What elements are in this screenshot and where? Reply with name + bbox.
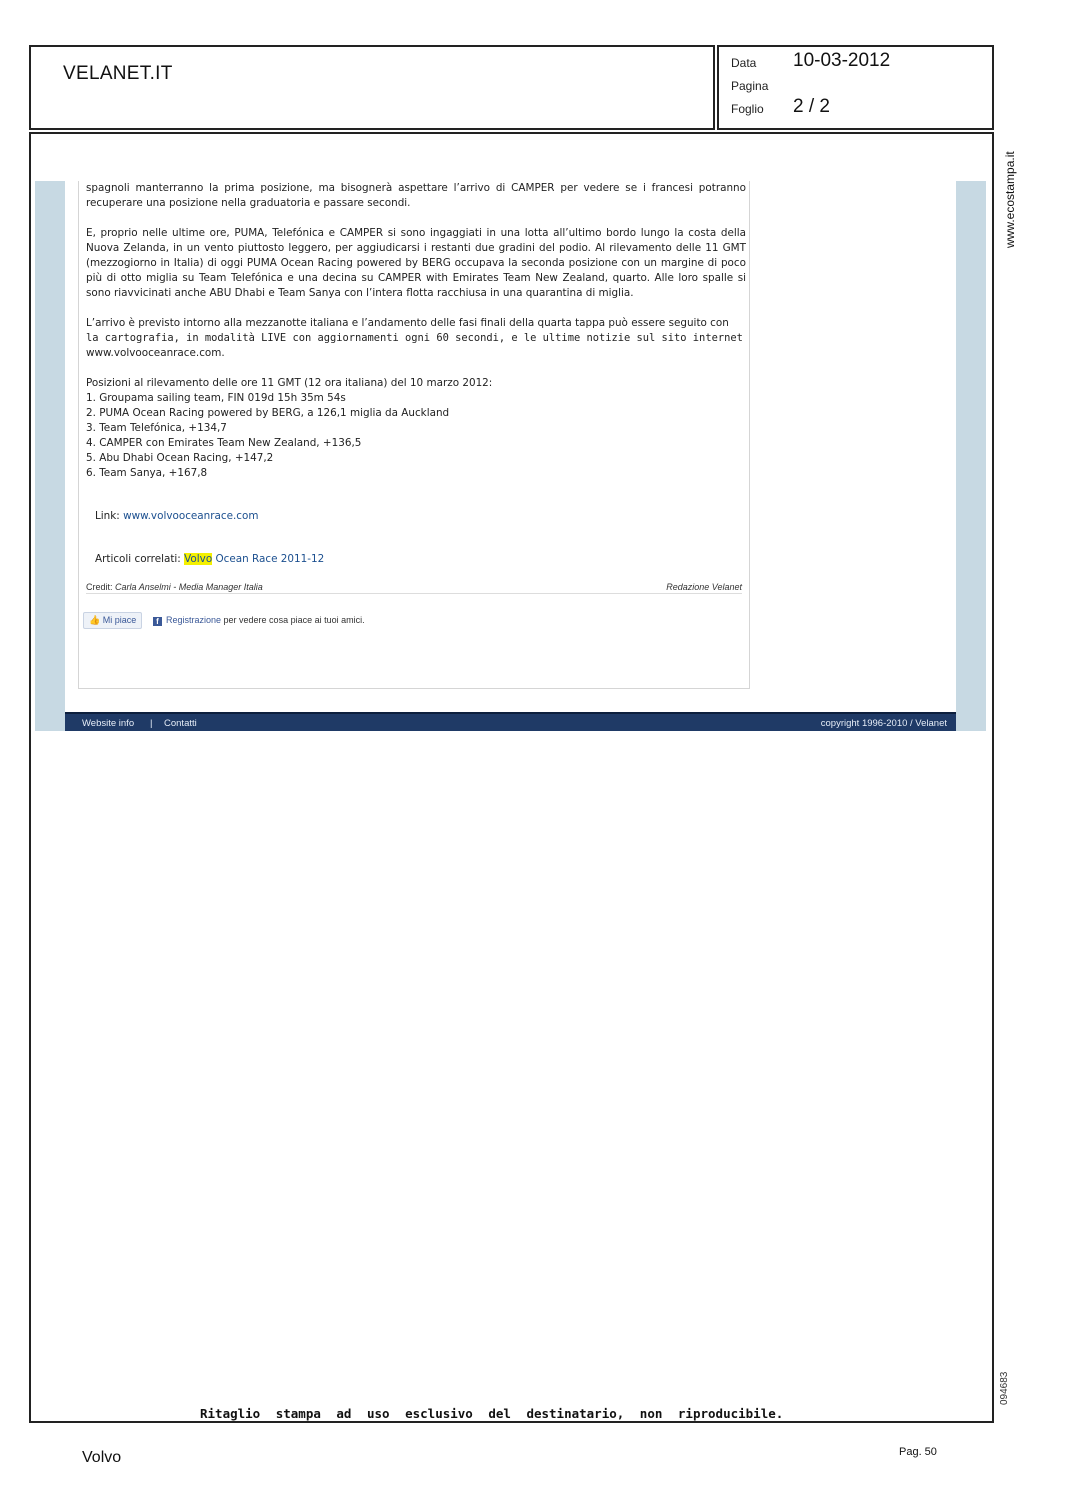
registration-text: per vedere cosa piace ai tuoi amici.: [221, 615, 365, 625]
article-paragraph: E, proprio nelle ultime ore, PUMA, Telefónica e CAMPER si sono ingaggiati in una lotta all’ultimo bordo lungo la costa della Nuova Zelanda, in un vento piuttosto leggero, per aggiudicarsi i restanti due gradini del podio. Al rilevamento delle 11 GMT (mezzogiorno in Italia) di oggi PUMA Ocean Racing powered by BERG occupava la seconda posizione con un margine di poco più di otto miglia su Team Telefónica e una decina su CAMPER with Emirates Team New Zealand, quarto. Alle loro spalle si sono riavvicinati anche ABU Dhabi e Team Sanya con l’intera flotta racchiusa in una quarantina di miglia.: [86, 227, 746, 299]
link-row: [95, 509, 746, 524]
list-item: 2. PUMA Ocean Racing powered by BERG, a 126,1 miglia da Auckland: [86, 407, 450, 419]
web-page-clip: [35, 181, 986, 731]
list-item: 3. Team Telefónica, +134,7: [86, 422, 227, 434]
publication-title: VELANET.IT: [63, 63, 173, 84]
registration-link[interactable]: Registrazione: [166, 615, 222, 625]
credit-line: [86, 582, 742, 594]
data-value: 10-03-2012: [793, 50, 891, 71]
article-paragraph: [86, 316, 746, 361]
bottom-keyword: Volvo: [82, 1449, 122, 1466]
volvo-ocean-race-link[interactable]: www.volvooceanrace.com: [123, 510, 259, 522]
document-code: 094683: [999, 1371, 1010, 1405]
article-paragraph: spagnoli manterranno la prima posizione, ma bisognerà aspettare l’arrivo di CAMPER per vedere se i francesi potranno recuperare una posizione nella graduatoria e passare secondi.: [86, 182, 746, 209]
like-button-label: Mi piace: [102, 615, 137, 625]
list-item: 5. Abu Dhabi Ocean Racing, +147,2: [86, 452, 274, 464]
article-text: L’arrivo è previsto intorno alla mezzanotte italiana e l’andamento delle fasi finali della quarta tappa può essere seguito con: [86, 317, 729, 329]
data-label: Data: [731, 56, 757, 70]
article-text: www.volvooceanrace.com.: [86, 347, 225, 359]
disclaimer: Ritaglio stampa ad uso esclusivo del destinatario, non riproducibile.: [200, 1406, 784, 1421]
pagina-label: Pagina: [731, 79, 769, 93]
header-meta-box: [717, 45, 994, 130]
credit-name: Carla Anselmi - Media Manager Italia: [115, 582, 263, 592]
contatti-link[interactable]: Contatti: [164, 718, 197, 729]
list-item: 1. Groupama sailing team, FIN 019d 15h 35m 54s: [86, 392, 346, 404]
facebook-icon: f: [153, 617, 162, 626]
article-text-mono: la cartografia, in modalità LIVE con aggiornamenti ogni 60 secondi, e le ultime notizie sul sito internet: [86, 332, 743, 344]
footer-separator: |: [150, 718, 153, 729]
positions-title: Posizioni al rilevamento delle ore 11 GMT (12 ora italiana) del 10 marzo 2012:: [86, 377, 493, 389]
related-row: [95, 552, 746, 567]
positions-list: [86, 376, 746, 481]
foglio-label: Foglio: [731, 102, 764, 116]
right-side-band: [956, 181, 986, 731]
credit-label: Credit:: [86, 582, 113, 592]
website-info-link[interactable]: Website info: [82, 718, 135, 729]
page-number: Pag. 50: [899, 1446, 937, 1458]
copyright-text: copyright 1996-2010 / Velanet: [820, 718, 947, 729]
left-side-band: [35, 181, 65, 731]
foglio-value: 2 / 2: [793, 96, 830, 117]
related-link[interactable]: Ocean Race 2011-12: [212, 553, 325, 565]
related-highlight[interactable]: Volvo: [184, 553, 213, 565]
ecostampa-url: www.ecostampa.it: [1003, 151, 1017, 248]
thumbs-up-icon: 👍: [89, 615, 101, 625]
like-button[interactable]: [83, 612, 142, 629]
list-item: 6. Team Sanya, +167,8: [86, 467, 208, 479]
credit-right: Redazione Velanet: [666, 582, 742, 592]
header-left-box: [29, 45, 715, 130]
link-label: Link:: [95, 510, 120, 522]
article-body: [86, 181, 746, 567]
site-footer: [65, 712, 956, 731]
related-label: Articoli correlati:: [95, 553, 181, 565]
facebook-registration: [153, 615, 365, 626]
list-item: 4. CAMPER con Emirates Team New Zealand, +136,5: [86, 437, 362, 449]
